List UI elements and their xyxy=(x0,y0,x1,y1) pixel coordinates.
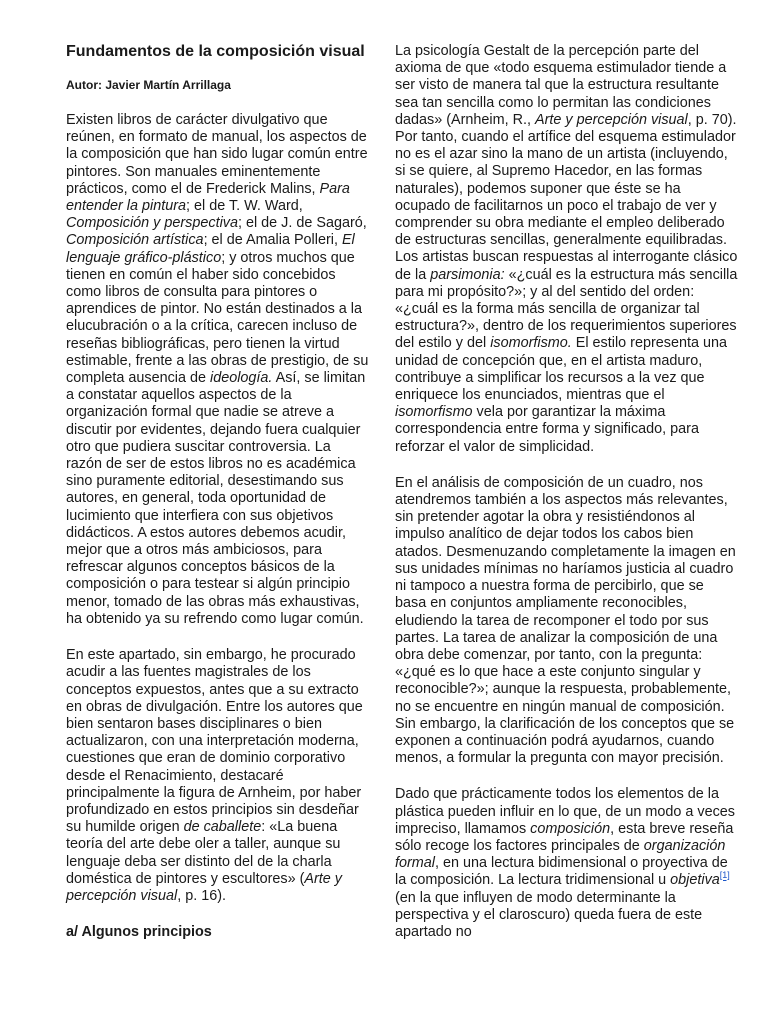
text-run: isomorfismo xyxy=(395,404,473,421)
paragraph xyxy=(395,786,738,941)
text-run: organización formal xyxy=(395,837,726,872)
text-run: La psicología Gestalt de la percepción parte del axioma de que «todo esquema estimulador tiende a ser visto de manera tal que la estructura resultante sea tan sencilla como lo permitan las condiciones dadas» (Arnheim, R., xyxy=(395,43,727,128)
text-run: ; el de Amalia Polleri, xyxy=(203,232,342,249)
text-run: Para entender la pintura xyxy=(66,180,350,215)
text-run: Arte y percepción visual xyxy=(66,870,342,904)
text-run: , p. 16). xyxy=(177,887,226,904)
text-run: En este apartado, sin embargo, he procurado acudir a las fuentes magistrales de los conceptos expuestos, antes que a su extracto en obras de divulgación. Entre los autores que bien sentaron bases disciplinares o bien actualizaron, con una interpretación moderna, cuestiones que eran de dominio corporativo desde el Renacimiento, destacaré principalmente la figura de Arnheim, por haber profundizado en estos principios sin desdeñar su humilde origen xyxy=(66,647,363,836)
text-run: ; el de J. de Sagaró, xyxy=(237,215,367,232)
paragraph xyxy=(66,112,370,628)
paragraph xyxy=(66,647,370,905)
text-run: Arte y percepción visual xyxy=(534,111,688,128)
section-heading: a/ Algunos principios xyxy=(66,924,212,941)
text-run: (en la que influyen de modo determinante la perspectiva y el claroscuro) queda fuera de este apartado no xyxy=(395,889,703,940)
text-run: ; y otros muchos que tienen en común el haber sido concebidos como libros de consulta para pintores o aprendices de pintor. No están destinados a la elucubración o a la crítica, carecen incluso de reseñas bibliográficas, pero tienen la virtud estimable, frente a las obras de prestigio, de su completa ausencia de xyxy=(66,249,369,387)
text-run: isomorfismo. xyxy=(490,335,572,352)
text-run: vela por garantizar la máxima correspondencia entre forma y significado, para reforzar el valor de simplicidad. xyxy=(395,404,699,455)
text-run: parsimonia: xyxy=(430,266,505,283)
text-run: «¿cuál es la estructura más sencilla para mi propósito?»; y al del sentido del orden: «¿cuál es la forma más sencilla de organizar tal estructura?», dentro de los requerimientos superiores del estilo y del xyxy=(395,266,738,352)
text-run: El estilo representa una unidad de concepción que, en el artista maduro, contribuye a simplificar los recursos a la vez que enriquece los enunciados, mientras que el xyxy=(395,335,727,404)
text-run: composición xyxy=(530,820,611,837)
paragraph xyxy=(395,43,738,456)
document-author: Autor: Javier Martín Arrillaga xyxy=(66,78,231,92)
text-run: Así, se limitan a constatar aquellos aspectos de la organización formal que nadie se atreve a discutir por evidentes, dejando fuera cualquier otro que pudiera suscitar controversia. La razón de ser de estos libros no es académica sino puramente editorial, desestimando sus autores, en general, toda oportunidad de lucimiento que interfiera con sus objetivos didácticos. A estos autores debemos acudir, mejor que a otros más ambiciosos, para refrescar algunos conceptos básicos de la composición o para testear si algún principio menor, tomado de las obras más exhaustivas, ha obtenido ya su refrendo como lugar común. xyxy=(66,370,366,627)
text-run: El lenguaje gráfico-plástico xyxy=(66,232,355,266)
document-title: Fundamentos de la composición visual xyxy=(66,43,365,60)
text-run: Dado que prácticamente todos los elementos de la plástica pueden influir en lo que, de un modo a veces impreciso, llamamos xyxy=(395,786,736,837)
text-run: de caballete xyxy=(183,819,262,836)
text-run: , esta breve reseña sólo recoge los factores principales de xyxy=(395,820,734,854)
left-column xyxy=(66,0,370,941)
right-column xyxy=(395,0,738,941)
text-run: En el análisis de composición de un cuadro, nos atendremos también a los aspectos más relevantes, sin pretender agotar la obra y resistiéndonos al impulso analítico de dejar todos los cabos bien atados. Desmenuzando completamente la imagen en sus unidades mínimas no haríamos justicia al cuadro ni tampoco a nuestra forma de percibirlo, que se basa en conjuntos ampliamente reconocibles, eludiendo la tarea de recomponer el todo por sus partes. La tarea de analizar la composición de una obra debe comenzar, por tanto, con la pregunta: «¿qué es lo que hace a este conjunto singular y reconocible?»; aunque la respuesta, probablemente, no se encuentre en ningún manual de composición. Sin embargo, la clarificación de los conceptos que se exponen a continuación podrá ayudarnos, cuando menos, a formular la pregunta con mayor precisión. xyxy=(395,474,736,767)
text-run: Existen libros de carácter divulgativo que reúnen, en formato de manual, los aspectos de la composición que han sido lugar común entre pintores. Son manuales eminentemente prácticos, como el de Frederick Malins, xyxy=(66,112,368,197)
text-run: ideología. xyxy=(210,370,273,387)
text-run: Composición artística xyxy=(66,232,204,249)
text-run: , p. 70). Por tanto, cuando el artífice del esquema estimulador no es el azar sino la mano de un artista (incluyendo, si se quiere, al Supremo Hacedor, en las formas naturales), podemos suponer que éste se ha ocupado de facilitarnos un poco el trabajo de ver y comprender su obra mediante el empleo deliberado de estructuras sencillas, generalmente equilibradas. Los artistas buscan respuestas al interrogante clásico de la xyxy=(395,111,738,283)
text-run: ; el de T. W. Ward, xyxy=(186,198,303,215)
text-run: : «La buena teoría del arte debe oler a taller, aunque su lenguaje deba ser distinto del de la charla doméstica de pintores y escultores» ( xyxy=(66,819,341,887)
paragraph xyxy=(395,475,738,767)
text-run: objetiva xyxy=(670,872,720,889)
text-run: , en una lectura bidimensional o proyectiva de la composición. La lectura tridimensional u xyxy=(395,855,728,889)
text-run: Composición y perspectiva xyxy=(66,215,238,232)
footnote-link[interactable]: [1] xyxy=(719,870,730,881)
